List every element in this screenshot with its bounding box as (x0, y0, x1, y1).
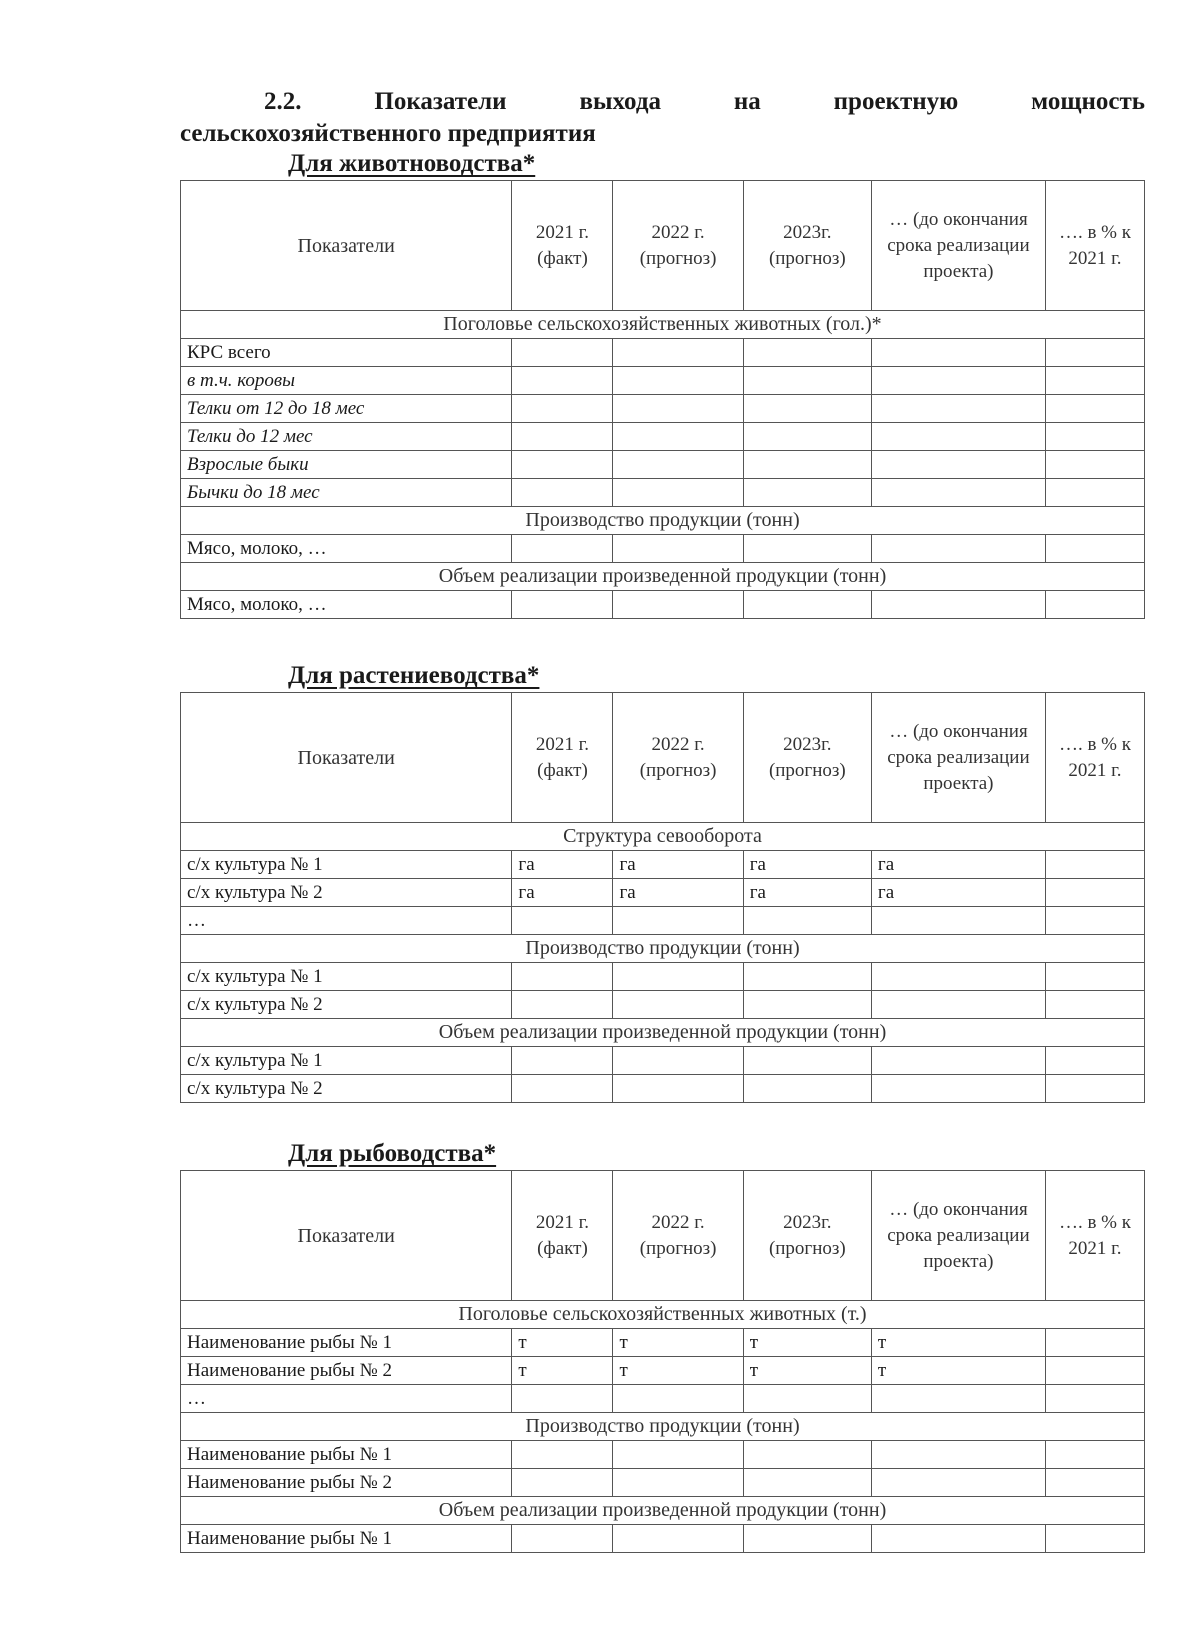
row-label: с/х культура № 2 (181, 879, 512, 907)
unit-cell: га (613, 851, 743, 879)
col-header-until-end: … (до окончания срока реализации проекта) (871, 693, 1045, 823)
row-label: Мясо, молоко, … (181, 535, 512, 563)
section-label: Поголовье сельскохозяйственных животных (т.) (181, 1301, 1145, 1329)
unit-cell: га (743, 879, 871, 907)
table-row (181, 1329, 1145, 1357)
heading-line-2: сельскохозяйственного предприятия (180, 120, 596, 147)
section-label: Объем реализации произведенной продукции (тонн) (181, 1019, 1145, 1047)
crops-table (180, 692, 1145, 1103)
col-header-indicator: Показатели (181, 693, 512, 823)
unit-cell: т (613, 1357, 743, 1385)
heading-word: выхода (579, 88, 661, 115)
table-row (181, 339, 1145, 367)
table-row (181, 1357, 1145, 1385)
col-header-2021: 2021 г. (факт) (512, 693, 613, 823)
table-row (181, 851, 1145, 879)
section-row (181, 935, 1145, 963)
table-row (181, 535, 1145, 563)
table-row (181, 991, 1145, 1019)
col-header-2021: 2021 г. (факт) (512, 1171, 613, 1301)
col-header-2022: 2022 г. (прогноз) (613, 181, 743, 311)
table-row (181, 907, 1145, 935)
table-row (181, 1385, 1145, 1413)
table-header-row (181, 181, 1145, 311)
row-label: с/х культура № 1 (181, 1047, 512, 1075)
col-header-2022: 2022 г. (прогноз) (613, 1171, 743, 1301)
row-label: Наименование рыбы № 2 (181, 1469, 512, 1497)
row-label: КРС всего (181, 339, 512, 367)
livestock-title: Для животноводства* (288, 150, 536, 177)
col-header-percent: …. в % к 2021 г. (1045, 693, 1144, 823)
col-header-2022: 2022 г. (прогноз) (613, 693, 743, 823)
unit-cell: га (512, 851, 613, 879)
section-label: Производство продукции (тонн) (181, 507, 1145, 535)
unit-cell: т (743, 1329, 871, 1357)
table-row (181, 963, 1145, 991)
unit-cell: т (871, 1357, 1045, 1385)
row-label: Мясо, молоко, … (181, 591, 512, 619)
row-label: с/х культура № 2 (181, 991, 512, 1019)
col-header-indicator: Показатели (181, 181, 512, 311)
unit-cell: т (871, 1329, 1045, 1357)
row-label: Наименование рыбы № 1 (181, 1329, 512, 1357)
table-row (181, 423, 1145, 451)
row-label: Телки до 12 мес (181, 423, 512, 451)
row-label: с/х культура № 1 (181, 963, 512, 991)
table-row (181, 479, 1145, 507)
table-row (181, 1469, 1145, 1497)
unit-cell: т (512, 1357, 613, 1385)
livestock-table (180, 180, 1145, 619)
unit-cell: т (743, 1357, 871, 1385)
col-header-percent: …. в % к 2021 г. (1045, 181, 1144, 311)
section-row (181, 311, 1145, 339)
fish-title: Для рыбоводства* (288, 1140, 497, 1167)
section-label: Производство продукции (тонн) (181, 935, 1145, 963)
section-row (181, 1019, 1145, 1047)
row-label: с/х культура № 1 (181, 851, 512, 879)
row-label: … (181, 907, 512, 935)
col-header-2023: 2023г. (прогноз) (743, 181, 871, 311)
table-row (181, 1525, 1145, 1553)
unit-cell: га (512, 879, 613, 907)
section-label: Объем реализации произведенной продукции (тонн) (181, 1497, 1145, 1525)
heading-word: Показатели (374, 88, 507, 115)
col-header-until-end: … (до окончания срока реализации проекта) (871, 1171, 1045, 1301)
row-label: Бычки до 18 мес (181, 479, 512, 507)
col-header-2021: 2021 г. (факт) (512, 181, 613, 311)
col-header-2023: 2023г. (прогноз) (743, 1171, 871, 1301)
crops-title: Для растениеводства* (288, 662, 540, 689)
heading-line-1 (180, 86, 1145, 118)
col-header-until-end: … (до окончания срока реализации проекта) (871, 181, 1045, 311)
unit-cell: т (512, 1329, 613, 1357)
table-row (181, 879, 1145, 907)
row-label: Наименование рыбы № 1 (181, 1441, 512, 1469)
section-row (181, 823, 1145, 851)
section-row (181, 563, 1145, 591)
section-heading (180, 86, 1145, 150)
table-row (181, 1047, 1145, 1075)
row-label: Взрослые быки (181, 451, 512, 479)
heading-word: на (733, 88, 761, 115)
fish-table (180, 1170, 1145, 1553)
section-label: Поголовье сельскохозяйственных животных (гол.)* (181, 311, 1145, 339)
table-row (181, 1441, 1145, 1469)
section-label: Структура севооборота (181, 823, 1145, 851)
row-label: с/х культура № 2 (181, 1075, 512, 1103)
row-label: … (181, 1385, 512, 1413)
section-row (181, 1497, 1145, 1525)
row-label: в т.ч. коровы (181, 367, 512, 395)
col-header-percent: …. в % к 2021 г. (1045, 1171, 1144, 1301)
row-label: Наименование рыбы № 1 (181, 1525, 512, 1553)
col-header-indicator: Показатели (181, 1171, 512, 1301)
row-label: Телки от 12 до 18 мес (181, 395, 512, 423)
table-row (181, 367, 1145, 395)
unit-cell: га (743, 851, 871, 879)
heading-number: 2.2. (264, 88, 302, 115)
heading-word: мощность (1031, 88, 1145, 115)
row-label: Наименование рыбы № 2 (181, 1357, 512, 1385)
table-row (181, 1075, 1145, 1103)
table-header-row (181, 693, 1145, 823)
table-row (181, 395, 1145, 423)
unit-cell: га (871, 879, 1045, 907)
section-row (181, 507, 1145, 535)
unit-cell: га (871, 851, 1045, 879)
heading-word: проектную (833, 88, 959, 115)
table-header-row (181, 1171, 1145, 1301)
section-row (181, 1301, 1145, 1329)
section-label: Производство продукции (тонн) (181, 1413, 1145, 1441)
unit-cell: га (613, 879, 743, 907)
section-label: Объем реализации произведенной продукции (тонн) (181, 563, 1145, 591)
col-header-2023: 2023г. (прогноз) (743, 693, 871, 823)
section-row (181, 1413, 1145, 1441)
unit-cell: т (613, 1329, 743, 1357)
table-row (181, 591, 1145, 619)
table-row (181, 451, 1145, 479)
